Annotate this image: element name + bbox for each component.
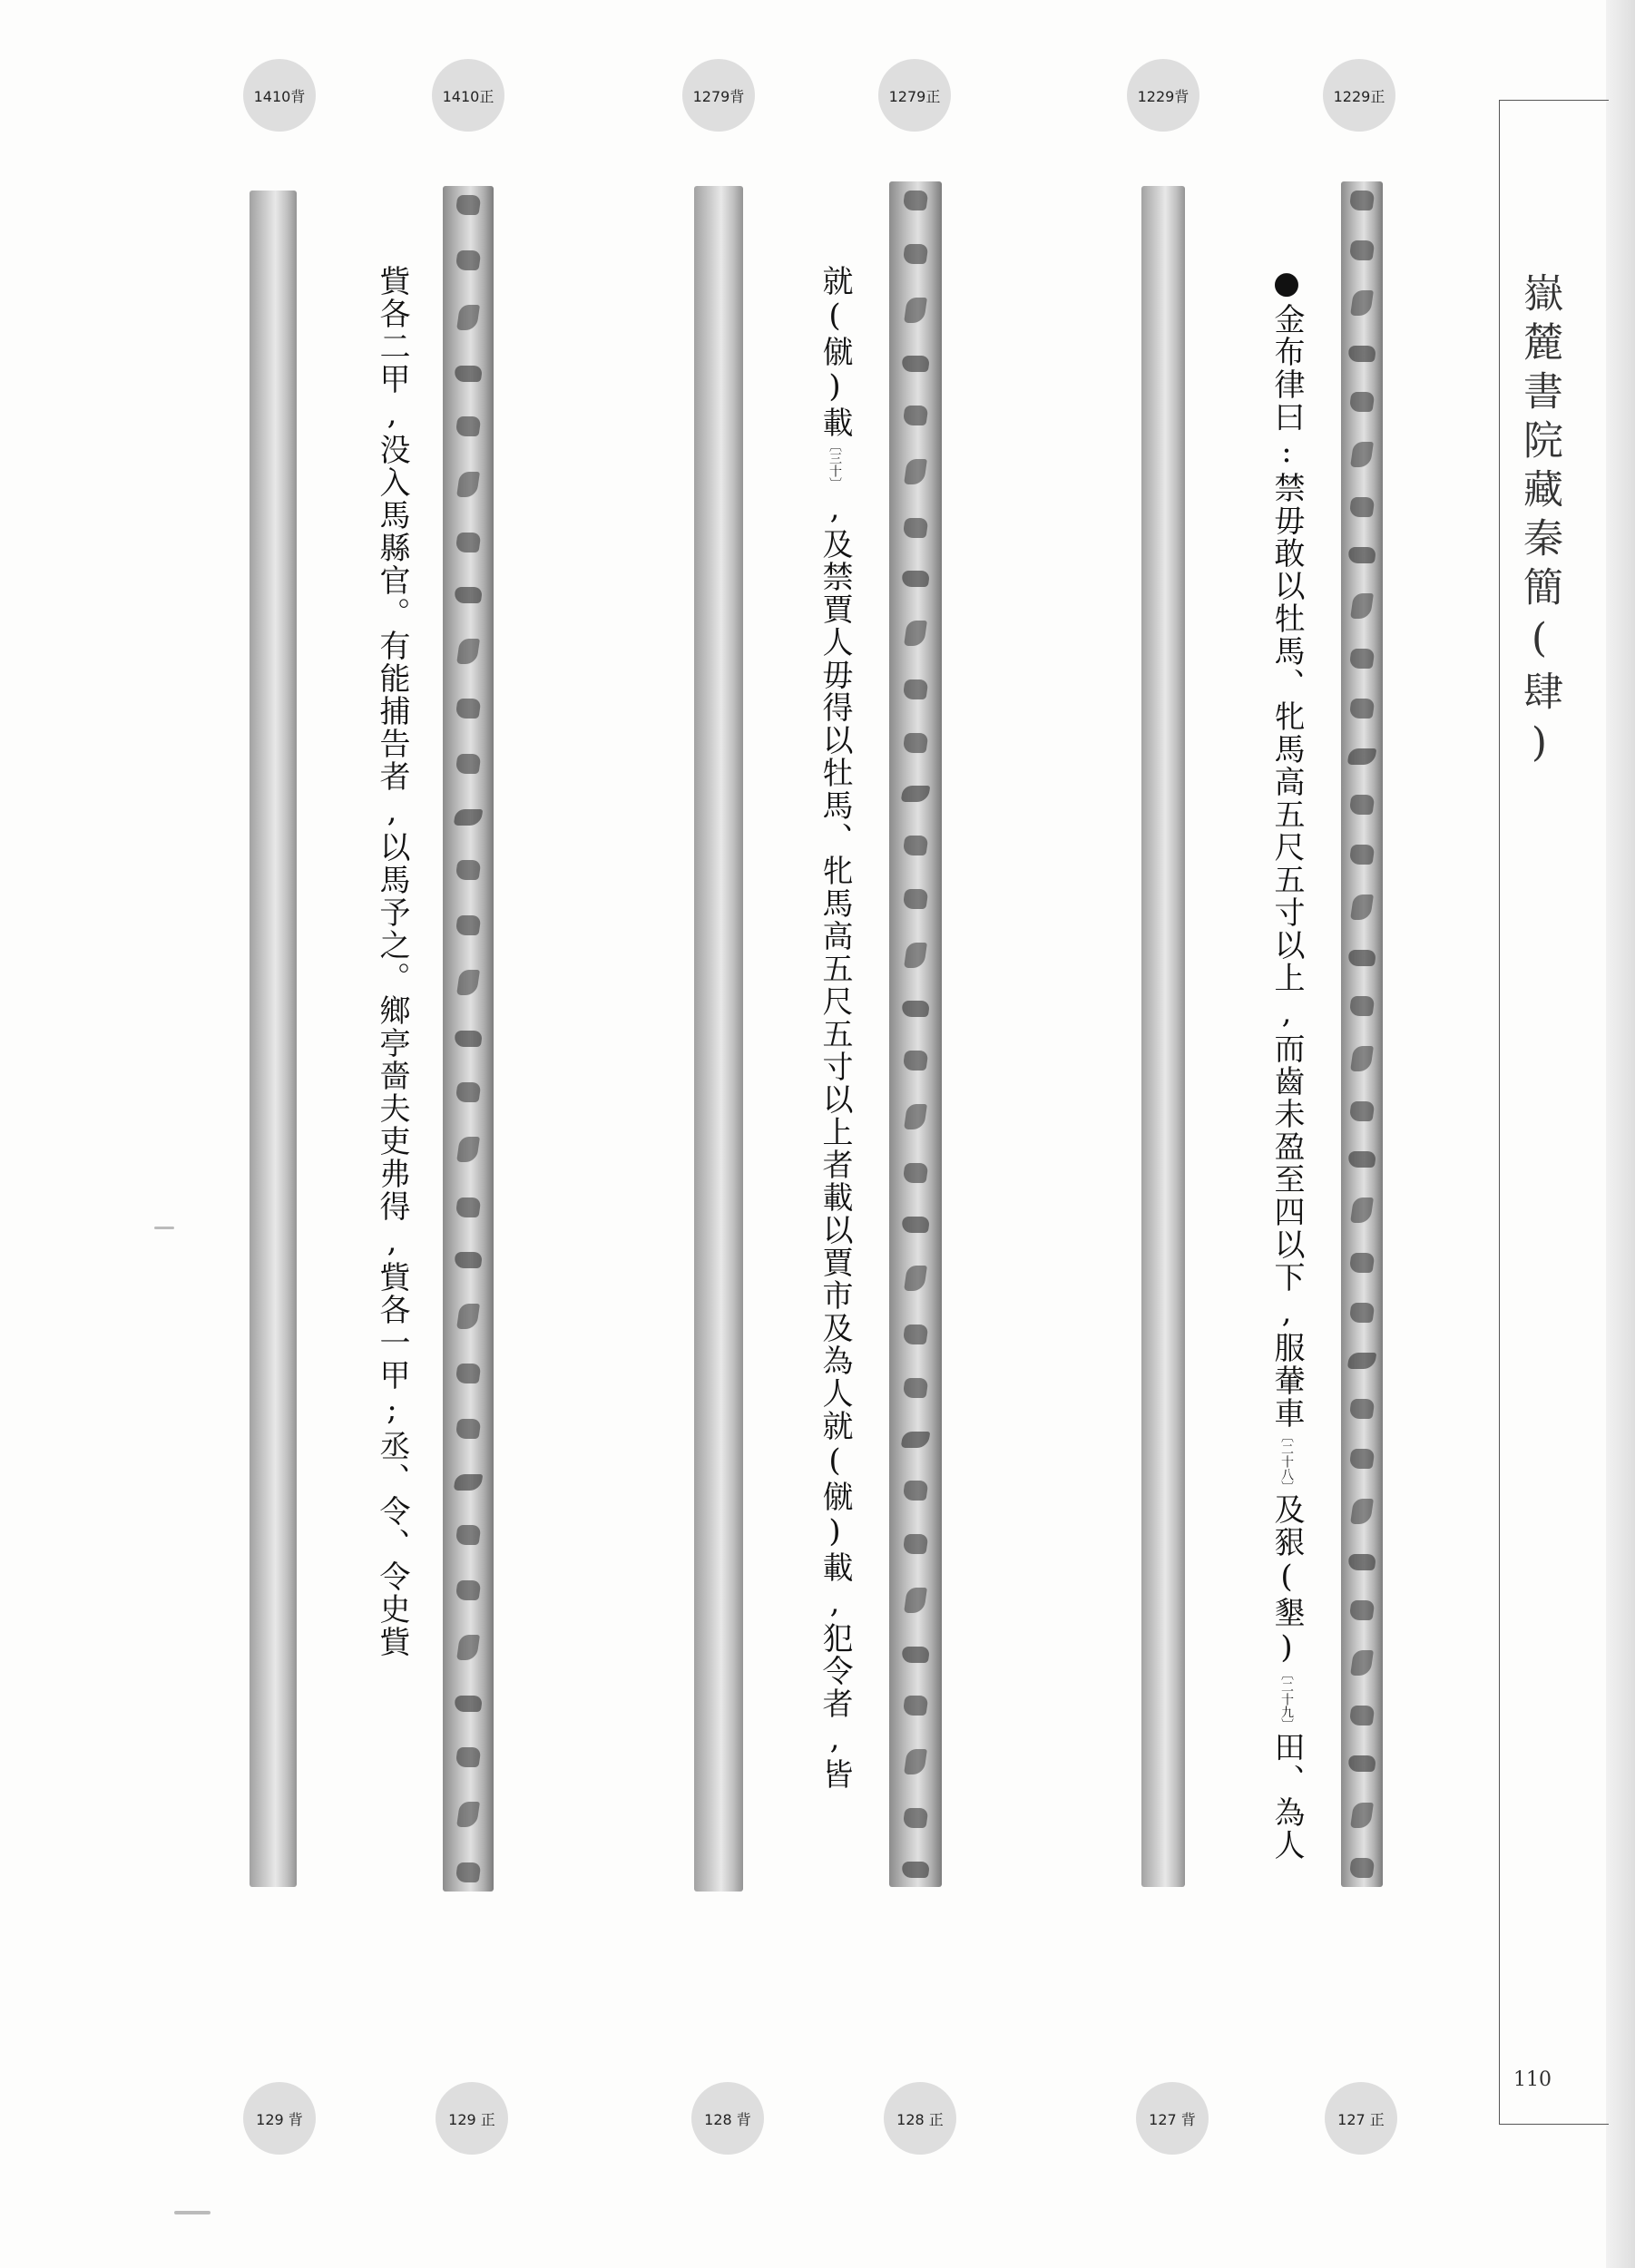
transcription-127-part2: 及豤(墾) [1268, 1493, 1305, 1667]
slip-number-127-back: 127 背 [1136, 2082, 1209, 2155]
paragraph-bullet: ● [1268, 265, 1305, 303]
annotation-note-28: 〔二十八〕 [1279, 1430, 1294, 1493]
slip-label-1279-back: 1279背 [682, 59, 755, 132]
bamboo-slip-1410-back [250, 191, 297, 1887]
slip-label-1279-front: 1279正 [878, 59, 951, 132]
slip-label-1229-front: 1229正 [1323, 59, 1395, 132]
transcription-128-part2: ,及禁賈人毋得以牡馬、牝馬高五尺五寸以上者載以賈市及為人就(僦)載,犯令者,皆 [817, 490, 853, 1791]
slip-script-1279 [889, 191, 942, 1878]
slip-label-1410-front: 1410正 [432, 59, 504, 132]
bamboo-slip-1279-front [889, 181, 942, 1887]
transcription-129-part1: 貲各二甲,没入馬縣官。有能捕告者,以馬予之。鄉亭嗇夫吏弗得,貲各一甲;丞、令、令史貲 [374, 265, 410, 1658]
transcription-slip-128 [817, 265, 853, 1791]
slip-label-1229-back: 1229背 [1127, 59, 1199, 132]
slip-number-129-front: 129 正 [436, 2082, 508, 2155]
bamboo-slip-1229-front [1341, 181, 1383, 1887]
bamboo-slip-1279-back [694, 186, 743, 1892]
slip-script-1229 [1341, 191, 1383, 1878]
slip-number-128-front: 128 正 [884, 2082, 956, 2155]
transcription-127-part1: 金布律曰:禁毋敢以牡馬、牝馬高五尺五寸以上,而齒未盈至四以下,服輂車 [1268, 303, 1305, 1430]
slip-label-1410-back: 1410背 [243, 59, 316, 132]
bamboo-slip-1410-front [443, 186, 494, 1892]
transcription-128-part1: 就(僦)載 [817, 265, 853, 439]
scan-speck [174, 2211, 210, 2214]
bamboo-slip-1229-back [1141, 186, 1185, 1887]
page-number: 110 [1513, 2068, 1552, 2091]
page-binding-edge [1606, 0, 1635, 2268]
scan-speck [154, 1227, 174, 1229]
slip-script-1410 [443, 195, 494, 1882]
book-title: 嶽麓書院藏秦簡(肆) [1516, 272, 1562, 775]
slip-number-127-front: 127 正 [1325, 2082, 1397, 2155]
slip-number-128-back: 128 背 [691, 2082, 764, 2155]
slip-number-129-back: 129 背 [243, 2082, 316, 2155]
transcription-slip-129 [374, 265, 410, 1658]
transcription-slip-127 [1268, 265, 1305, 1862]
annotation-note-30: 〔三十〕 [827, 439, 842, 490]
annotation-note-29: 〔二十九〕 [1279, 1667, 1294, 1731]
transcription-127-part3: 田、為人 [1268, 1731, 1305, 1862]
